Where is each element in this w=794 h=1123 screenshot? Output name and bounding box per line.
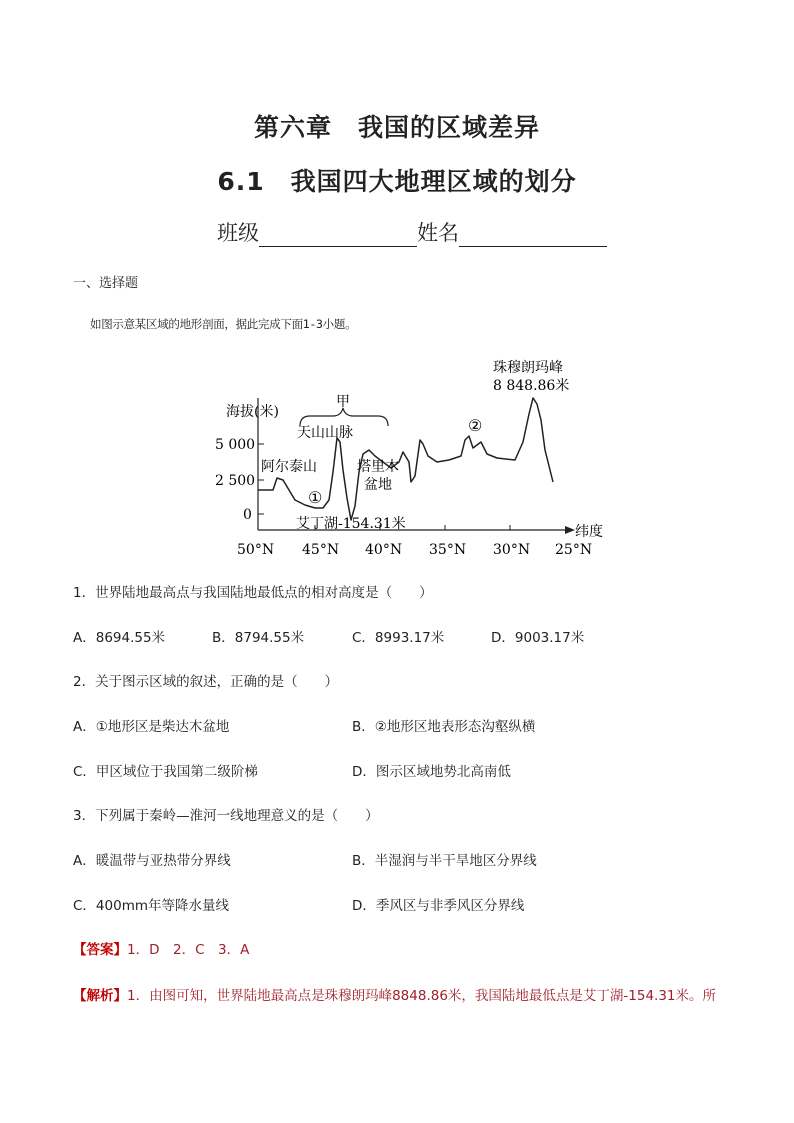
question-2-option-d[interactable]: D．图示区域地势北高南低 <box>352 764 511 780</box>
everest-label-line2: 8 848.86米 <box>493 378 570 394</box>
question-1-option-b[interactable]: B．8794.55米 <box>212 630 305 646</box>
chapter-title: 第六章 我国的区域差异 <box>253 113 540 142</box>
question-3-option-c[interactable]: C．400mm年等降水量线 <box>73 898 229 914</box>
analysis-tag: 【解析】 <box>73 988 127 1004</box>
y-axis-label: 海拔(米) <box>226 404 279 420</box>
question-3-option-d[interactable]: D．季风区与非季风区分界线 <box>352 898 525 914</box>
x-tick-45N: 45°N <box>302 542 340 558</box>
section-heading: 一、选择题 <box>73 276 139 291</box>
question-3-option-a[interactable]: A．暖温带与亚热带分界线 <box>73 853 231 869</box>
terrain-profile-figure <box>165 350 605 560</box>
question-2-option-b[interactable]: B．②地形区地表形态沟壑纵横 <box>352 719 536 735</box>
aydingkol-label: 艾丁湖-154.31米 <box>296 516 406 532</box>
question-1-option-c[interactable]: C．8993.17米 <box>352 630 445 646</box>
y-tick-5000: 5 000 <box>215 437 256 453</box>
marker-2: ② <box>468 416 483 435</box>
question-2-option-a[interactable]: A．①地形区是柴达木盆地 <box>73 719 230 735</box>
class-label: 班级 <box>217 221 259 245</box>
jia-label: 甲 <box>336 394 350 410</box>
altai-label: 阿尔泰山 <box>261 459 317 475</box>
y-tick-0: 0 <box>243 507 252 523</box>
marker-1: ① <box>308 488 323 507</box>
x-tick-25N: 25°N <box>555 542 593 558</box>
question-1-stem: 1．世界陆地最高点与我国陆地最低点的相对高度是（ ） <box>73 585 433 601</box>
tarim-label-line1: 塔里木 <box>357 459 399 475</box>
name-blank[interactable] <box>459 224 607 247</box>
question-1-option-d[interactable]: D．9003.17米 <box>491 630 585 646</box>
x-tick-35N: 35°N <box>429 542 467 558</box>
question-1-option-a[interactable]: A．8694.55米 <box>73 630 166 646</box>
intro-text: 如图示意某区域的地形剖面，据此完成下面1-3小题。 <box>90 317 357 331</box>
analysis-line <box>73 984 716 1004</box>
section-title: 6.1 我国四大地理区域的划分 <box>217 167 577 196</box>
tianshan-label: 天山山脉 <box>297 425 353 441</box>
question-3-option-b[interactable]: B．半湿润与半干旱地区分界线 <box>352 853 537 869</box>
x-tick-40N: 40°N <box>365 542 403 558</box>
x-tick-50N: 50°N <box>237 542 275 558</box>
x-tick-30N: 30°N <box>493 542 531 558</box>
answer-text: 1．D 2．C 3．A <box>127 942 250 958</box>
x-axis-label: 纬度 <box>575 524 603 540</box>
answer-tag: 【答案】 <box>73 942 127 958</box>
everest-label-line1: 珠穆朗玛峰 <box>493 360 563 376</box>
name-label: 姓名 <box>417 221 459 245</box>
class-name-line <box>217 217 607 247</box>
class-blank[interactable] <box>259 224 417 247</box>
question-2-option-c[interactable]: C．甲区域位于我国第二级阶梯 <box>73 764 258 780</box>
analysis-text: 1．由图可知，世界陆地最高点是珠穆朗玛峰8848.86米，我国陆地最低点是艾丁湖-154.31米。所 <box>127 988 717 1004</box>
answer-line <box>73 938 249 958</box>
question-2-stem: 2．关于图示区域的叙述，正确的是（ ） <box>73 674 339 690</box>
question-3-stem: 3．下列属于秦岭—淮河一线地理意义的是（ ） <box>73 808 379 824</box>
tarim-label-line2: 盆地 <box>364 477 392 493</box>
y-tick-2500: 2 500 <box>215 473 256 489</box>
